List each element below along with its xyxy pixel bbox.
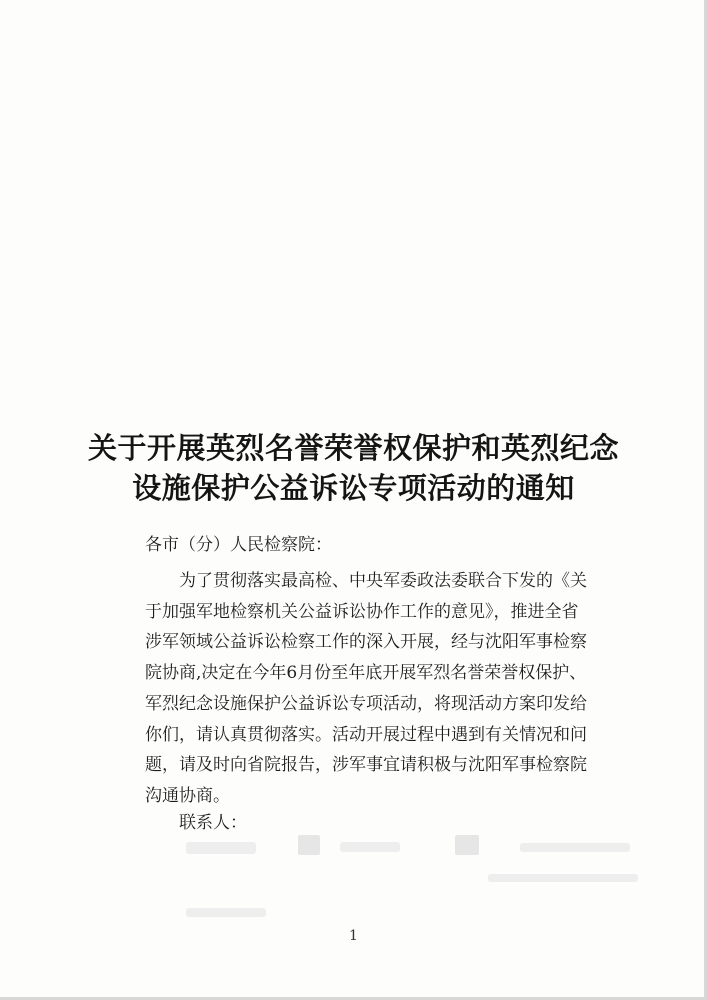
salutation: 各市（分）人民检察院： — [145, 535, 332, 555]
redacted-block — [186, 908, 266, 917]
body-line-6: 你们，请认真贯彻落实。活动开展过程中遇到有关情况和问 — [145, 724, 587, 745]
redacted-block — [298, 835, 320, 855]
body-line-4: 院协商,决定在今年6月份至年底开展军烈名誉荣誉权保护、 — [145, 663, 587, 684]
redacted-block — [455, 835, 479, 855]
body-line-1: 为了贯彻落实最高检、中央军委政法委联合下发的《关 — [179, 571, 587, 591]
redacted-block — [186, 842, 256, 854]
body-paragraph — [145, 566, 645, 812]
document-title — [0, 428, 707, 508]
body-line-5: 军烈纪念设施保护公益诉讼专项活动，将现活动方案印发给 — [145, 693, 587, 714]
redacted-block — [488, 874, 638, 882]
redacted-block — [520, 843, 630, 852]
body-line-3: 涉军领域公益诉讼检察工作的深入开展，经与沈阳军事检察 — [145, 632, 587, 653]
redacted-block — [340, 842, 400, 852]
title-line-2: 设施保护公益诉讼专项活动的通知 — [132, 471, 575, 505]
body-line-2: 于加强军地检察机关公益诉讼协作工作的意见》，推进全省 — [145, 601, 579, 622]
body-line-7: 题，请及时向省院报告，涉军事宜请积极与沈阳军事检察院 — [145, 755, 587, 776]
body-line-8: 沟通协商。 — [145, 785, 230, 806]
contact-label: 联系人： — [179, 813, 247, 833]
title-line-1: 关于开展英烈名誉荣誉权保护和英烈纪念 — [87, 431, 619, 465]
page-number: 1 — [349, 928, 358, 944]
